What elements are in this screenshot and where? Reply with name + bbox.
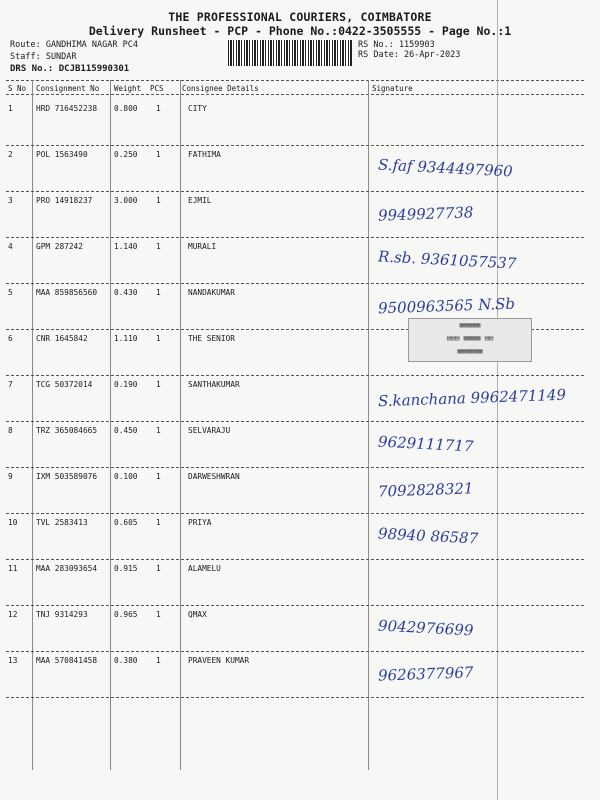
row-weight: 1.140 bbox=[114, 242, 138, 251]
row-divider bbox=[6, 421, 584, 422]
row-weight: 0.965 bbox=[114, 610, 138, 619]
row-sno: 11 bbox=[8, 564, 18, 573]
row-pcs: 1 bbox=[156, 334, 161, 343]
row-signature: 9626377967 bbox=[377, 663, 474, 685]
row-signature: 9949927738 bbox=[377, 203, 474, 225]
route-label: Route: GANDHIMA NAGAR PC4 bbox=[10, 40, 138, 50]
row-pcs: 1 bbox=[156, 104, 161, 113]
row-consignment-no: TNJ 9314293 bbox=[36, 610, 88, 619]
col-weight: Weight bbox=[114, 84, 142, 93]
row-divider bbox=[6, 283, 584, 284]
grid-line bbox=[32, 80, 33, 770]
row-weight: 0.915 bbox=[114, 564, 138, 573]
row-pcs: 1 bbox=[156, 518, 161, 527]
row-signature: S.faf 9344497960 bbox=[377, 155, 514, 181]
grid-line bbox=[180, 80, 181, 770]
row-consignment-no: IXM 503589076 bbox=[36, 472, 98, 481]
row-sno: 13 bbox=[8, 656, 18, 665]
row-sno: 2 bbox=[8, 150, 13, 159]
row-pcs: 1 bbox=[156, 656, 161, 665]
received-stamp: ▦▦▦▦▦ ▤▤▤ ▦▦▦▦ ▤▤ ▦▦▦▦▦▦ bbox=[408, 318, 532, 362]
row-consignment-no: TRZ 365084665 bbox=[36, 426, 98, 435]
col-consignee: Consignee Details bbox=[182, 84, 259, 93]
row-divider bbox=[6, 375, 584, 376]
row-consignee: SANTHAKUMAR bbox=[188, 380, 240, 389]
row-weight: 0.450 bbox=[114, 426, 138, 435]
row-pcs: 1 bbox=[156, 242, 161, 251]
row-consignment-no: MAA 859856560 bbox=[36, 288, 98, 297]
row-consignee: DARWESHWRAN bbox=[188, 472, 240, 481]
row-signature: 7092828321 bbox=[377, 479, 474, 501]
row-consignee: NANDAKUMAR bbox=[188, 288, 235, 297]
row-divider bbox=[6, 605, 584, 606]
grid-line bbox=[368, 80, 369, 770]
row-consignee: MURALI bbox=[188, 242, 217, 251]
row-sno: 12 bbox=[8, 610, 18, 619]
row-weight: 0.430 bbox=[114, 288, 138, 297]
row-signature: 9500963565 N.Sb bbox=[377, 294, 516, 318]
runsheet-subtitle: Delivery Runsheet - PCP - Phone No.:0422-3505555 - Page No.:1 bbox=[88, 24, 512, 38]
row-divider bbox=[6, 651, 584, 652]
barcode bbox=[228, 40, 352, 66]
rs-date: RS Date: 26-Apr-2023 bbox=[358, 50, 461, 60]
row-divider bbox=[6, 559, 584, 560]
col-pcs: PCS bbox=[150, 84, 164, 93]
row-consignment-no: PRO 14918237 bbox=[36, 196, 93, 205]
col-sno: S No bbox=[8, 84, 27, 93]
row-consignment-no: HRD 716452238 bbox=[36, 104, 98, 113]
row-weight: 1.110 bbox=[114, 334, 138, 343]
row-consignee: QMAX bbox=[188, 610, 207, 619]
row-pcs: 1 bbox=[156, 288, 161, 297]
row-weight: 0.100 bbox=[114, 472, 138, 481]
row-consignee: THE SENIOR bbox=[188, 334, 235, 343]
row-divider bbox=[6, 237, 584, 238]
row-signature: S.kanchana 9962471149 bbox=[377, 385, 567, 411]
row-weight: 0.800 bbox=[114, 104, 138, 113]
row-weight: 0.190 bbox=[114, 380, 138, 389]
row-weight: 0.605 bbox=[114, 518, 138, 527]
row-consignee: EJMIL bbox=[188, 196, 212, 205]
row-consignee: ALAMELU bbox=[188, 564, 221, 573]
row-consignee: PRIYA bbox=[188, 518, 212, 527]
row-sno: 6 bbox=[8, 334, 13, 343]
row-weight: 0.380 bbox=[114, 656, 138, 665]
row-pcs: 1 bbox=[156, 426, 161, 435]
row-sno: 4 bbox=[8, 242, 13, 251]
row-divider bbox=[6, 145, 584, 146]
row-pcs: 1 bbox=[156, 150, 161, 159]
row-sno: 7 bbox=[8, 380, 13, 389]
grid-line bbox=[110, 80, 111, 770]
row-consignee: CITY bbox=[188, 104, 207, 113]
row-divider bbox=[6, 191, 584, 192]
row-divider bbox=[6, 697, 584, 698]
row-consignment-no: TCG 50372014 bbox=[36, 380, 93, 389]
col-consignment: Consignment No bbox=[36, 84, 100, 93]
row-divider bbox=[6, 513, 584, 514]
row-consignee: FATHIMA bbox=[188, 150, 221, 159]
rs-number: RS No.: 1159903 bbox=[358, 40, 435, 50]
row-consignment-no: MAA 283093654 bbox=[36, 564, 98, 573]
row-signature: 9042976699 bbox=[377, 616, 474, 640]
row-pcs: 1 bbox=[156, 380, 161, 389]
row-divider bbox=[6, 467, 584, 468]
staff-label: Staff: SUNDAR bbox=[10, 52, 77, 62]
col-signature: Signature bbox=[372, 84, 413, 93]
drs-number: DRS No.: DCJB115990301 bbox=[10, 64, 130, 74]
row-sno: 3 bbox=[8, 196, 13, 205]
row-consignee: PRAVEEN KUMAR bbox=[188, 656, 250, 665]
row-consignee: SELVARAJU bbox=[188, 426, 231, 435]
row-signature: R.sb. 9361057537 bbox=[377, 247, 517, 273]
row-sno: 10 bbox=[8, 518, 18, 527]
row-signature: 9629111717 bbox=[377, 432, 474, 456]
company-title: THE PROFESSIONAL COURIERS, COIMBATORE bbox=[168, 10, 432, 24]
row-weight: 3.000 bbox=[114, 196, 138, 205]
row-sno: 5 bbox=[8, 288, 13, 297]
row-weight: 0.250 bbox=[114, 150, 138, 159]
row-sno: 9 bbox=[8, 472, 13, 481]
row-sno: 1 bbox=[8, 104, 13, 113]
row-pcs: 1 bbox=[156, 196, 161, 205]
row-consignment-no: POL 1563490 bbox=[36, 150, 88, 159]
row-consignment-no: GPM 287242 bbox=[36, 242, 83, 251]
row-pcs: 1 bbox=[156, 564, 161, 573]
row-pcs: 1 bbox=[156, 472, 161, 481]
row-consignment-no: TVL 2583413 bbox=[36, 518, 88, 527]
row-consignment-no: MAA 570841458 bbox=[36, 656, 98, 665]
row-signature: 98940 86587 bbox=[377, 524, 479, 548]
row-sno: 8 bbox=[8, 426, 13, 435]
row-pcs: 1 bbox=[156, 610, 161, 619]
row-consignment-no: CNR 1645842 bbox=[36, 334, 88, 343]
